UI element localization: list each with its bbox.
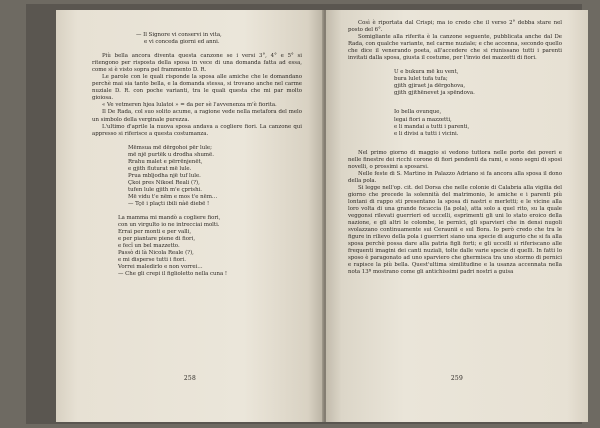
left-page xyxy=(56,10,324,422)
paragraph: Così è riportata dal Crispi; ma io credo che il verso 2° debba stare nel posto del 6°. xyxy=(348,20,562,34)
open-book xyxy=(26,4,582,424)
verse-line: gjith gjiraet ja dërgohova, xyxy=(394,83,466,90)
verse-line: gjith gjithënevet ja spëndova. xyxy=(394,90,475,97)
paragraph: L'ultimo d'aprile la nuova sposa andava a cogliere fiori. La canzone qui appresso si riferisce a questa costumanza. xyxy=(92,123,302,137)
verse-line: e per piantare piene di fiori, xyxy=(118,236,196,243)
paragraph: « Ve vetmeren hjea lulatoi » = da per sè l'avvenenza m'è fiorita. xyxy=(102,102,277,109)
verse-line: U e bukura më ku vent, xyxy=(394,69,459,76)
opening-verse xyxy=(92,32,302,46)
verse-line: e vi conceda giorni ed anni. xyxy=(144,39,220,46)
verse-line: e mi disperse tutti i fiori. xyxy=(118,257,186,264)
verse-line: — Tçë i plaçti ibili nàë diebë ! xyxy=(128,201,210,208)
albanian-verse xyxy=(92,145,302,208)
verse-line: legai fiori a mazzetti, xyxy=(394,116,452,123)
paragraph: Nelle feste di S. Martino in Palazzo Adriano si fa ancora alla sposa il dono della pola. xyxy=(348,170,562,184)
paragraph: Nel primo giorno di maggio si vedono tuttora nelle porte dei poveri e nelle finestre dei ricchi corone di fiori pendenti da rami, e sono segni di sposi novelli, o prossimi a sposarsi. xyxy=(348,149,562,170)
verse-line: e li mandai a tutti i parenti, xyxy=(394,123,470,130)
verse-line: tufen lule gjith m'e çprishi. xyxy=(128,186,202,193)
verse-line: Prua mbljodha një tuf lule. xyxy=(128,172,201,179)
verse-line: e li divisi a tutti i vicini. xyxy=(394,130,459,137)
verse-line: Mëmsua më dërgohoi për lule; xyxy=(128,144,212,151)
verse-line: Passò di là Nicola Reale (?), xyxy=(118,250,194,257)
verse-line: Më vidu t'e nëm e mos t'e nëm… xyxy=(128,193,218,200)
verse-line: — Che gli crepi il figlioletto nella cuna ! xyxy=(118,271,228,278)
verse-line: Rrahu malet e përrënjenët, xyxy=(128,158,203,165)
italian-verse xyxy=(348,109,562,137)
albanian-verse xyxy=(348,69,562,97)
verse-line: e gjith fluturat më lule. xyxy=(128,165,192,172)
paragraph: Più bella ancora diventa questa canzone se i versi 3°, 4° e 5° si ritengono per risposta della sposa in vece di una domanda fatta ad essa, come si è visto sopra pel frammento D. R. xyxy=(92,53,302,74)
verse-line: con un virgulto io ne intrecciai molti. xyxy=(118,222,220,229)
verse-line: — Il Signore vi conservi in vita, xyxy=(136,32,222,38)
italian-verse xyxy=(92,215,302,278)
paragraph: Le parole con le quali risponde la sposa alle amiche che le domandano perchè mai sia tanto bella, e la domanda stessa, si trovano anche nel carme nuziale D. R. con poche varianti, tra le quali questa che mi par molto gioiosa. xyxy=(92,74,302,102)
page-number: 259 xyxy=(450,374,464,382)
verse-line: bura lulet tufa tufa; xyxy=(394,76,448,83)
verse-line: e fecî un bel mazzetto. xyxy=(118,243,180,250)
paragraph: Il De Rada, col suo solito acume, a ragione vede nella metafora del melo un simbolo della verginale purezza. xyxy=(92,109,302,123)
right-page xyxy=(326,10,588,422)
verse-line: Io bella ovunque, xyxy=(394,109,442,116)
verse-line: më një purtëk u drodha shumë. xyxy=(128,151,214,158)
paragraph: Si legge nell'op. cit. del Dorsa che nelle colonie di Calabria alla vigilia del giorno che precede la solennità del matrimonio, le amiche e i parenti più lontani di rappo sti presentano la sposa di nastri e merletti; e le vicine alla loro volta di una grande focaccia (la pola), atta solo a quel rito, su la quale veggonsi rilevati guerrieri ed uccelli, esprimenti gli uni lo stato eroico della nazione, e gli altri le colombe, le pernici, gli sparvieri che in densi nugoli svolazzano continuamente sui Ceraunii e sul Bora. Io però credo che tra le figure in rilievo della pola i guerrieri siano una specie di augurio che si fa alla sposa perchè possa dare alla patria figli forti; e gli uccelli si riferiscano alle frequenti imagini dei canti nuziali, tolte dalle varie specie di quelli. In fatti lo sposo è paragonato ad uno sparviero che ghermisca tra uno stormo di pernici e rapisce la più bella. Quest'ultima similitudine e la usanza accennata nella nota 13ª mostrano come gli antichissimi padri nostri a guisa xyxy=(348,184,562,276)
page-number: 258 xyxy=(183,374,197,382)
paragraph: Somigliante alla riferita è la canzone seguente, pubblicata anche dal De Rada, con qualche variante, nel carme nuziale; e che accenna, secondo quello che dice il venerando poeta, all'accedere che si riunissano tutti i parenti invitati dalla sposa, giusta il costume, per l'invio dei mazzetti di fiori. xyxy=(348,34,562,62)
verse-line: Çkoi pres Nikoel Reali (?), xyxy=(128,179,200,186)
verse-line: Errai per monti e per valli, xyxy=(118,229,192,236)
verse-line: Vorrei maledirlo e non vorrei… xyxy=(118,264,203,271)
verse-line: La mamma mi mandò a cogliere fiori, xyxy=(118,215,221,222)
